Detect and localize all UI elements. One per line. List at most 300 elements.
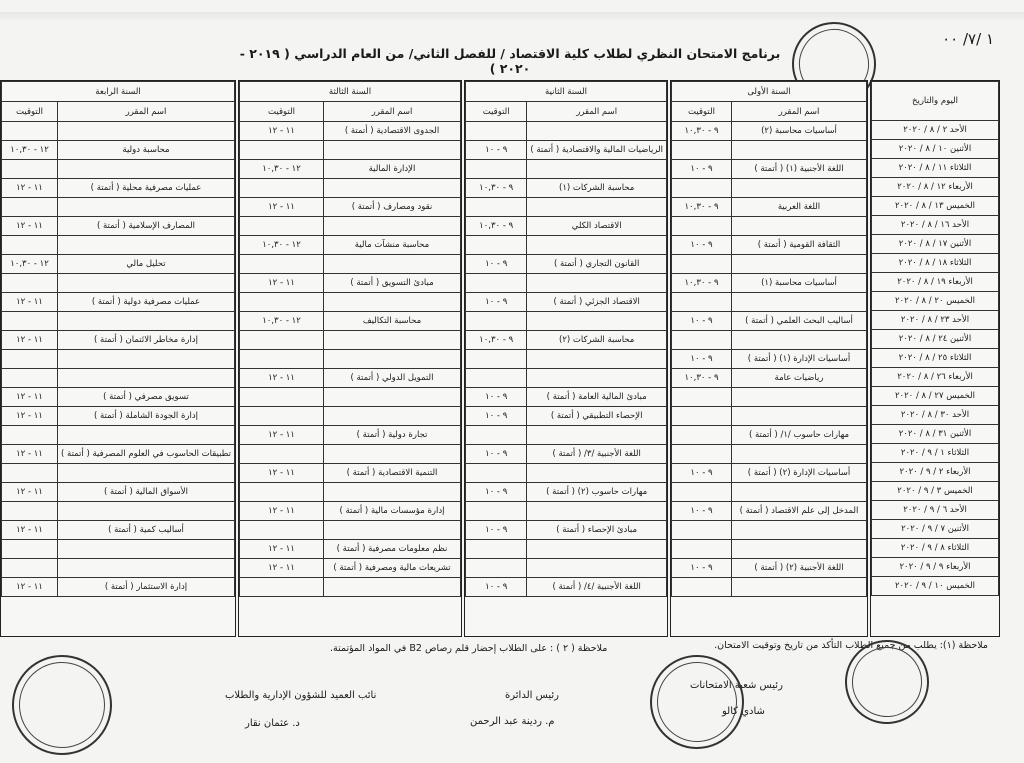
table-row — [466, 426, 667, 445]
table-row — [872, 387, 999, 406]
time-cell — [672, 483, 732, 502]
course-cell — [732, 483, 867, 502]
table-row — [2, 236, 235, 255]
time-cell — [2, 312, 58, 331]
time-cell: ١١ - ١٢ — [240, 122, 324, 141]
time-cell: ١١ - ١٢ — [240, 559, 324, 578]
time-cell: ١١ - ١٢ — [240, 198, 324, 217]
course-cell: الاقتصاد الكلي — [527, 217, 667, 236]
course-cell: مبادئ التسويق ( أتمتة ) — [324, 274, 461, 293]
time-cell — [2, 122, 58, 141]
table-row — [240, 198, 461, 217]
course-cell — [324, 141, 461, 160]
time-cell: ٩ - ١٠,٣٠ — [672, 274, 732, 293]
signature-exams-title: رئيس شعبة الامتحانات — [690, 680, 783, 691]
time-cell — [466, 540, 527, 559]
table-row — [466, 255, 667, 274]
table-row — [240, 274, 461, 293]
table-row — [672, 350, 867, 369]
course-col-header: اسم المقرر — [324, 102, 461, 122]
time-cell: ٩ - ١٠ — [466, 141, 527, 160]
time-cell: ١٢ - ١٠,٣٠ — [240, 236, 324, 255]
table-row — [872, 159, 999, 178]
second-year-table — [465, 81, 667, 597]
course-cell: مهارات حاسوب /١/ ( أتمتة ) — [732, 426, 867, 445]
course-cell: التنمية الاقتصادية ( أتمتة ) — [324, 464, 461, 483]
day-date-cell: الأحد ٣٠ / ٨ / ٢٠٢٠ — [872, 406, 999, 425]
fourth-year-header: السنة الرابعة — [2, 82, 235, 102]
table-row — [466, 578, 667, 597]
table-row — [466, 350, 667, 369]
day-date-cell: الثلاثاء ٨ / ٩ / ٢٠٢٠ — [872, 539, 999, 558]
time-cell: ٩ - ١٠ — [466, 388, 527, 407]
table-row — [466, 388, 667, 407]
table-row — [872, 273, 999, 292]
table-row — [240, 369, 461, 388]
table-row — [240, 160, 461, 179]
table-row — [240, 521, 461, 540]
table-row — [872, 501, 999, 520]
document-date: ١ /٧/ ٠٠ — [942, 30, 994, 48]
time-cell: ٩ - ١٠,٣٠ — [466, 331, 527, 350]
course-cell: نظم معلومات مصرفية ( أتمتة ) — [324, 540, 461, 559]
course-cell — [58, 236, 235, 255]
course-cell: عمليات مصرفية محلية ( أتمتة ) — [58, 179, 235, 198]
table-row — [240, 236, 461, 255]
table-row — [466, 331, 667, 350]
table-row — [240, 312, 461, 331]
time-cell — [466, 502, 527, 521]
course-cell: محاسبة منشآت مالية — [324, 236, 461, 255]
time-cell — [466, 274, 527, 293]
table-row — [872, 482, 999, 501]
table-row — [872, 425, 999, 444]
table-row — [2, 464, 235, 483]
fourth-year-table — [1, 81, 235, 597]
course-cell — [324, 217, 461, 236]
time-cell: ٩ - ١٠ — [466, 521, 527, 540]
table-row — [672, 388, 867, 407]
table-row — [872, 368, 999, 387]
page-title: برنامج الامتحان النظري لطلاب كلية الاقتصاد / للفصل الثاني/ من العام الدراسي ( ٢٠١٩ - ٢٠٢٠ ) — [239, 46, 781, 76]
note-2: ملاحظة ( ٢ ) : على الطلاب إحضار قلم رصاص B2 في المواد المؤتمتة. — [330, 643, 608, 654]
time-cell: ٩ - ١٠ — [672, 559, 732, 578]
day-date-cell: الأحد ٢٣ / ٨ / ٢٠٢٠ — [872, 311, 999, 330]
time-cell — [672, 540, 732, 559]
table-row — [2, 521, 235, 540]
table-row — [466, 179, 667, 198]
course-cell: أساسيات محاسبة (٢) — [732, 122, 867, 141]
time-cell — [2, 160, 58, 179]
time-cell — [240, 521, 324, 540]
table-row — [2, 293, 235, 312]
day-date-cell: الأربعاء ٢ / ٩ / ٢٠٢٠ — [872, 463, 999, 482]
table-row — [672, 445, 867, 464]
day-date-cell: الأحد ٦ / ٩ / ٢٠٢٠ — [872, 501, 999, 520]
table-row — [240, 255, 461, 274]
course-cell: مبادئ المالية العامة ( أتمتة ) — [527, 388, 667, 407]
table-row — [872, 178, 999, 197]
table-row — [466, 160, 667, 179]
day-date-col-header: اليوم والتاريخ — [872, 82, 999, 121]
table-row — [872, 577, 999, 596]
course-cell — [527, 540, 667, 559]
time-cell — [466, 160, 527, 179]
course-cell — [324, 578, 461, 597]
table-row — [872, 406, 999, 425]
time-cell — [2, 540, 58, 559]
course-cell: تطبيقات الحاسوب في العلوم المصرفية ( أتمتة ) — [58, 445, 235, 464]
table-row — [466, 540, 667, 559]
signature-exams-name: شادي كالو — [722, 706, 765, 717]
table-row — [466, 198, 667, 217]
table-row — [466, 293, 667, 312]
course-cell — [527, 312, 667, 331]
course-cell: تسويق مصرفي ( أتمتة ) — [58, 388, 235, 407]
table-row — [240, 502, 461, 521]
course-cell — [732, 331, 867, 350]
course-cell — [58, 198, 235, 217]
table-row — [2, 160, 235, 179]
table-row — [872, 520, 999, 539]
table-row — [2, 578, 235, 597]
time-cell — [672, 578, 732, 597]
table-row — [466, 274, 667, 293]
course-col-header: اسم المقرر — [527, 102, 667, 122]
course-cell — [732, 388, 867, 407]
table-row — [466, 312, 667, 331]
time-cell — [466, 198, 527, 217]
course-cell — [732, 578, 867, 597]
signature-dept-title: رئيس الدائرة — [505, 690, 559, 701]
table-row — [672, 502, 867, 521]
table-row — [672, 122, 867, 141]
table-row — [672, 255, 867, 274]
time-cell — [466, 426, 527, 445]
course-cell: اللغة العربية — [732, 198, 867, 217]
table-row — [466, 521, 667, 540]
table-row — [240, 464, 461, 483]
time-cell — [2, 464, 58, 483]
table-row — [2, 122, 235, 141]
third-year-header: السنة الثالثة — [240, 82, 461, 102]
time-cell — [672, 407, 732, 426]
course-cell: أساسيات الإدارة (١) ( أتمتة ) — [732, 350, 867, 369]
table-row — [240, 179, 461, 198]
course-cell: أساسيات الإدارة (٢) ( أتمتة ) — [732, 464, 867, 483]
time-cell: ١١ - ١٢ — [2, 217, 58, 236]
table-row — [672, 521, 867, 540]
time-cell — [672, 521, 732, 540]
time-cell: ١١ - ١٢ — [2, 407, 58, 426]
table-row — [672, 312, 867, 331]
time-cell: ١٢ - ١٠,٣٠ — [2, 255, 58, 274]
table-row — [672, 179, 867, 198]
time-cell — [672, 445, 732, 464]
table-row — [672, 559, 867, 578]
course-cell: الرياضيات المالية والاقتصادية ( أتمتة ) — [527, 141, 667, 160]
course-cell — [527, 464, 667, 483]
table-row — [872, 311, 999, 330]
day-date-cell: الأثنين ٣١ / ٨ / ٢٠٢٠ — [872, 425, 999, 444]
third-year-table — [239, 81, 461, 597]
time-col-header: التوقيت — [466, 102, 527, 122]
table-row — [240, 540, 461, 559]
time-cell — [672, 293, 732, 312]
table-row — [672, 198, 867, 217]
time-cell: ٩ - ١٠ — [466, 483, 527, 502]
time-cell: ٩ - ١٠ — [672, 236, 732, 255]
time-cell: ٩ - ١٠,٣٠ — [466, 179, 527, 198]
time-cell: ١١ - ١٢ — [240, 274, 324, 293]
day-date-cell: الخميس ٢٠ / ٨ / ٢٠٢٠ — [872, 292, 999, 311]
course-cell: الاقتصاد الجزئي ( أتمتة ) — [527, 293, 667, 312]
time-cell — [2, 502, 58, 521]
course-cell: الإحصاء التطبيقي ( أتمتة ) — [527, 407, 667, 426]
time-cell — [466, 312, 527, 331]
course-cell — [324, 445, 461, 464]
table-row — [872, 197, 999, 216]
course-cell: المصارف الإسلامية ( أتمتة ) — [58, 217, 235, 236]
course-cell — [58, 160, 235, 179]
course-cell — [732, 179, 867, 198]
day-date-cell: الثلاثاء ١٨ / ٨ / ٢٠٢٠ — [872, 254, 999, 273]
note-1: ملاحظة (١): يطلب من جميع الطلاب التأكد من تاريخ وتوقيت الامتحان. — [714, 640, 988, 651]
third-year-section — [238, 80, 462, 637]
table-row — [872, 444, 999, 463]
course-cell — [58, 426, 235, 445]
course-cell — [527, 198, 667, 217]
time-cell — [240, 350, 324, 369]
day-date-cell: الخميس ١٣ / ٨ / ٢٠٢٠ — [872, 197, 999, 216]
course-cell — [527, 274, 667, 293]
first-year-section — [670, 80, 868, 637]
day-date-cell: الأثنين ١٧ / ٨ / ٢٠٢٠ — [872, 235, 999, 254]
course-cell — [527, 426, 667, 445]
time-cell — [466, 350, 527, 369]
time-cell: ٩ - ١٠ — [672, 502, 732, 521]
day-date-cell: الأحد ١٦ / ٨ / ٢٠٢٠ — [872, 216, 999, 235]
table-row — [672, 369, 867, 388]
course-cell — [527, 236, 667, 255]
time-cell: ١١ - ١٢ — [2, 293, 58, 312]
course-cell: أساليب كمية ( أتمتة ) — [58, 521, 235, 540]
day-date-cell: الثلاثاء ٢٥ / ٨ / ٢٠٢٠ — [872, 349, 999, 368]
course-cell: اللغة الأجنبية /٣/ ( أتمتة ) — [527, 445, 667, 464]
table-row — [872, 121, 999, 140]
course-cell: أساسيات محاسبة (١) — [732, 274, 867, 293]
table-row — [872, 254, 999, 273]
time-cell — [240, 217, 324, 236]
time-cell: ٩ - ١٠ — [672, 350, 732, 369]
course-cell — [527, 122, 667, 141]
time-cell: ١٢ - ١٠,٣٠ — [2, 141, 58, 160]
course-cell: تشريعات مالية ومصرفية ( أتمتة ) — [324, 559, 461, 578]
day-date-cell: الخميس ٣ / ٩ / ٢٠٢٠ — [872, 482, 999, 501]
time-cell: ٩ - ١٠ — [672, 160, 732, 179]
course-cell — [324, 521, 461, 540]
table-row — [2, 179, 235, 198]
table-row — [240, 445, 461, 464]
course-cell: محاسبة الشركات (٢) — [527, 331, 667, 350]
table-row — [240, 350, 461, 369]
time-cell — [2, 198, 58, 217]
day-date-section — [870, 80, 1000, 637]
table-row — [872, 292, 999, 311]
course-cell — [58, 122, 235, 141]
time-cell — [240, 141, 324, 160]
table-row — [872, 539, 999, 558]
day-date-cell: الثلاثاء ١١ / ٨ / ٢٠٢٠ — [872, 159, 999, 178]
table-row — [2, 445, 235, 464]
table-row — [2, 141, 235, 160]
time-cell: ١١ - ١٢ — [2, 521, 58, 540]
course-cell — [732, 540, 867, 559]
table-row — [466, 559, 667, 578]
day-date-cell: الأربعاء ١٩ / ٨ / ٢٠٢٠ — [872, 273, 999, 292]
course-cell: المدخل إلى علم الاقتصاد ( أتمتة ) — [732, 502, 867, 521]
time-cell — [2, 350, 58, 369]
time-cell: ١١ - ١٢ — [2, 445, 58, 464]
table-row — [872, 140, 999, 159]
time-cell — [672, 141, 732, 160]
course-cell — [324, 407, 461, 426]
course-cell: عمليات مصرفية دولية ( أتمتة ) — [58, 293, 235, 312]
time-cell — [672, 426, 732, 445]
table-row — [240, 141, 461, 160]
time-cell — [672, 331, 732, 350]
time-cell — [2, 369, 58, 388]
time-col-header: التوقيت — [672, 102, 732, 122]
time-cell — [2, 274, 58, 293]
course-cell: تجارة دولية ( أتمتة ) — [324, 426, 461, 445]
table-row — [672, 483, 867, 502]
course-cell — [527, 160, 667, 179]
day-date-cell: الأحد ٢ / ٨ / ٢٠٢٠ — [872, 121, 999, 140]
course-col-header: اسم المقرر — [732, 102, 867, 122]
time-cell: ١٢ - ١٠,٣٠ — [240, 160, 324, 179]
course-cell: إدارة مؤسسات مالية ( أتمتة ) — [324, 502, 461, 521]
time-cell: ٩ - ١٠ — [672, 464, 732, 483]
second-year-section — [464, 80, 668, 637]
table-row — [2, 255, 235, 274]
day-date-cell: الأربعاء ٢٦ / ٨ / ٢٠٢٠ — [872, 368, 999, 387]
course-cell: اللغة الأجنبية (١) ( أتمتة ) — [732, 160, 867, 179]
time-cell — [466, 122, 527, 141]
time-cell: ٩ - ١٠ — [466, 293, 527, 312]
course-cell — [324, 350, 461, 369]
table-row — [872, 216, 999, 235]
table-row — [466, 369, 667, 388]
table-row — [466, 236, 667, 255]
scan-edge — [0, 12, 1024, 22]
time-cell: ١١ - ١٢ — [2, 578, 58, 597]
table-row — [240, 293, 461, 312]
time-cell: ١١ - ١٢ — [2, 483, 58, 502]
table-row — [466, 502, 667, 521]
day-date-table — [871, 81, 999, 596]
course-cell — [324, 483, 461, 502]
table-row — [240, 426, 461, 445]
table-row — [240, 388, 461, 407]
table-row — [2, 426, 235, 445]
course-cell: اللغة الأجنبية (٢) ( أتمتة ) — [732, 559, 867, 578]
table-row — [466, 445, 667, 464]
table-row — [672, 160, 867, 179]
course-cell: اللغة الأجنبية /٤/ ( أتمتة ) — [527, 578, 667, 597]
course-cell — [527, 350, 667, 369]
time-cell — [240, 445, 324, 464]
day-date-cell: الخميس ٢٧ / ٨ / ٢٠٢٠ — [872, 387, 999, 406]
table-row — [872, 558, 999, 577]
course-cell — [732, 255, 867, 274]
table-row — [2, 483, 235, 502]
time-cell: ١٢ - ١٠,٣٠ — [240, 312, 324, 331]
course-cell — [527, 369, 667, 388]
course-cell: نقود ومصارف ( أتمتة ) — [324, 198, 461, 217]
course-cell: محاسبة دولية — [58, 141, 235, 160]
time-cell — [672, 179, 732, 198]
time-cell: ٩ - ١٠ — [466, 407, 527, 426]
course-cell — [527, 559, 667, 578]
time-cell: ١١ - ١٢ — [2, 388, 58, 407]
table-row — [872, 235, 999, 254]
course-cell — [732, 445, 867, 464]
table-row — [240, 407, 461, 426]
course-cell: التمويل الدولي ( أتمتة ) — [324, 369, 461, 388]
time-cell — [466, 236, 527, 255]
table-row — [466, 141, 667, 160]
table-row — [672, 578, 867, 597]
time-cell — [240, 255, 324, 274]
course-cell — [732, 521, 867, 540]
time-cell: ٩ - ١٠ — [672, 312, 732, 331]
table-row — [672, 331, 867, 350]
table-row — [2, 540, 235, 559]
time-cell — [240, 293, 324, 312]
faculty-stamp-bottom — [4, 647, 120, 763]
table-row — [240, 578, 461, 597]
course-cell — [527, 502, 667, 521]
time-cell: ٩ - ١٠,٣٠ — [466, 217, 527, 236]
table-row — [2, 350, 235, 369]
time-cell — [466, 369, 527, 388]
table-row — [672, 426, 867, 445]
course-cell — [58, 502, 235, 521]
time-cell — [240, 407, 324, 426]
signature-dean-title: نائب العميد للشؤون الإدارية والطلاب — [225, 690, 377, 701]
table-row — [672, 274, 867, 293]
time-cell — [240, 483, 324, 502]
time-cell: ٩ - ١٠,٣٠ — [672, 198, 732, 217]
course-cell — [732, 293, 867, 312]
time-cell — [240, 179, 324, 198]
course-cell: الأسواق المالية ( أتمتة ) — [58, 483, 235, 502]
table-row — [2, 331, 235, 350]
time-col-header: التوقيت — [2, 102, 58, 122]
table-row — [2, 369, 235, 388]
time-cell: ٩ - ١٠ — [466, 255, 527, 274]
table-row — [2, 388, 235, 407]
course-cell: أساليب البحث العلمي ( أتمتة ) — [732, 312, 867, 331]
table-row — [240, 483, 461, 502]
table-row — [466, 407, 667, 426]
course-cell — [732, 141, 867, 160]
table-row — [872, 463, 999, 482]
table-row — [2, 274, 235, 293]
course-cell — [58, 369, 235, 388]
table-row — [2, 502, 235, 521]
